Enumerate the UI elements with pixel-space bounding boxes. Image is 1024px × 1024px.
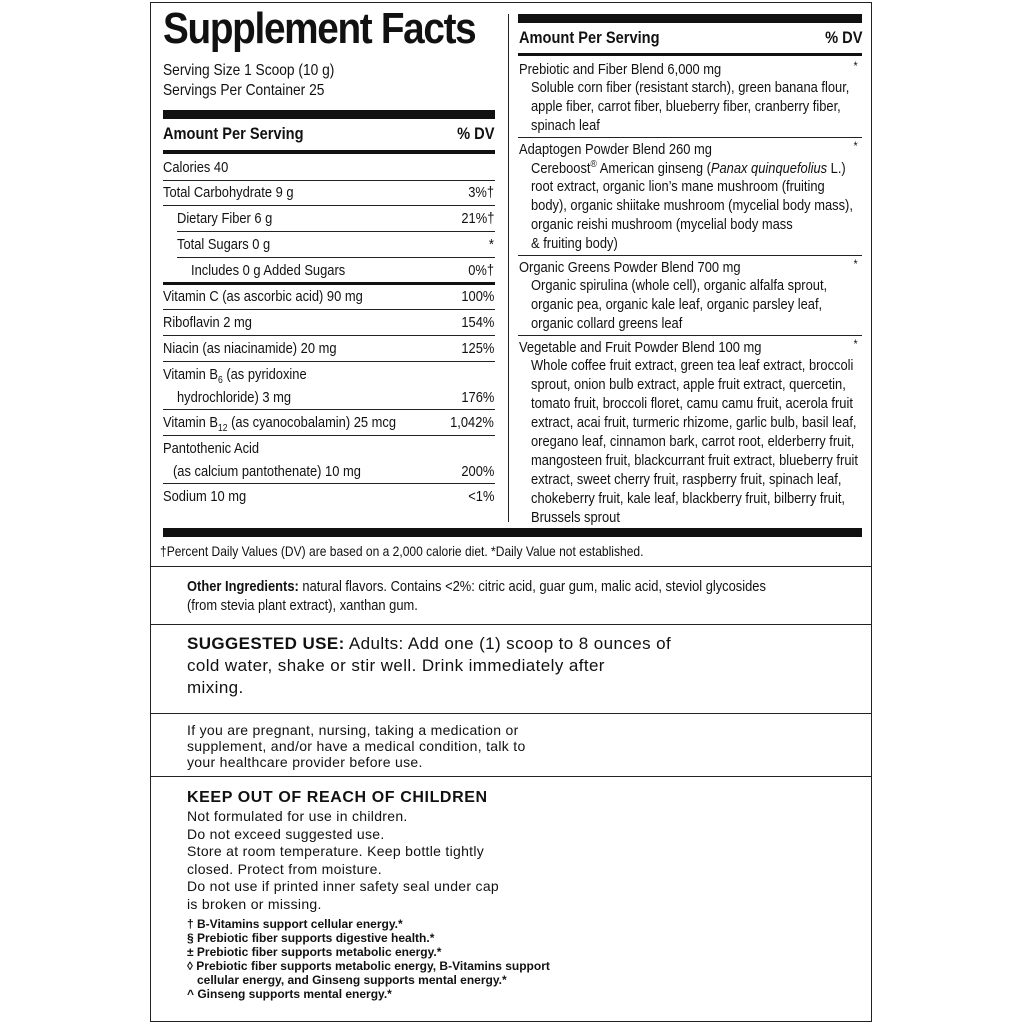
section-divider — [150, 624, 872, 625]
daily-value-footnote: †Percent Daily Values (DV) are based on a 2,000 calorie diet. *Daily Value not established. — [160, 543, 644, 559]
row-divider — [177, 257, 495, 258]
nutrient-label: Vitamin $B_6$ (as pyridoxine — [163, 366, 307, 386]
nutrient-label-line2: (as calcium pantothenate) 10 mg — [173, 463, 361, 480]
nutrient-dv: 0%† — [468, 262, 494, 279]
row-divider — [163, 435, 495, 436]
blend-line: organic reishi mushroom (mycelial body mass — [531, 216, 793, 233]
nutrient-label: Vitamin C (as ascorbic acid) 90 mg — [163, 288, 363, 305]
nutrient-label: Sodium 10 mg — [163, 488, 247, 505]
blend-name: Vegetable and Fruit Powder Blend 100 mg — [519, 339, 762, 356]
blend-line: Soluble corn fiber (resistant starch), green banana flour, — [531, 79, 850, 96]
blend-line: mangosteen fruit, blackcurrant fruit extract, blueberry fruit — [531, 452, 858, 469]
pregnancy-warning: If you are pregnant, nursing, taking a medication or supplement, and/or have a medical condition, talk to your healthcare provider before use. — [187, 722, 526, 770]
nutrient-label: Includes 0 g Added Sugars — [191, 262, 346, 279]
medium-rule — [163, 150, 495, 154]
section-divider — [150, 776, 872, 777]
blend-name: Adaptogen Powder Blend 260 mg — [519, 141, 712, 158]
blend-line: Brussels sprout — [531, 509, 620, 526]
blend-line: organic collard greens leaf — [531, 315, 683, 332]
dv-header: % DV — [456, 124, 494, 143]
other-ingredients — [187, 578, 766, 595]
nutrient-label-line2: hydrochloride) 3 mg — [177, 389, 292, 406]
blend-line: root extract, organic lion’s mane mushroom (fruiting — [531, 178, 825, 195]
blend-divider — [518, 255, 862, 256]
nutrient-dv: 1,042% — [450, 414, 494, 431]
blend-line: chokeberry fruit, kale leaf, blackberry fruit, bilberry fruit, — [531, 490, 846, 507]
row-divider — [163, 309, 495, 310]
amount-per-serving-header-right: Amount Per Serving — [519, 28, 660, 47]
nutrient-label: Niacin (as niacinamide) 20 mg — [163, 340, 337, 357]
other-ingredients-label: Other Ingredients: — [187, 578, 299, 595]
nutrient-label: Calories 40 — [163, 159, 229, 176]
blend-line: extract, sweet cherry fruit, raspberry fruit, spinach leaf, — [531, 471, 842, 488]
blend-line: organic pea, organic kale leaf, organic parsley leaf, — [531, 296, 823, 313]
nutrient-label: Riboflavin 2 mg — [163, 314, 252, 331]
column-separator — [508, 14, 509, 522]
servings-per-container: Servings Per Container 25 — [163, 82, 325, 99]
benefit-claims: † B-Vitamins support cellular energy.* § Prebiotic fiber supports digestive health.* ± Prebiotic fiber supports metabolic energy.* ◊ Prebiotic fiber supports metabolic energy, B-Vitamins support cellular energy, and Ginseng supports mental energy.* ^ Ginseng supports mental energy.* — [187, 917, 550, 1001]
row-divider — [163, 483, 495, 484]
row-divider — [163, 361, 495, 362]
blend-line: Cereboost® American ginseng (Panax quinquefolius L.) — [531, 159, 846, 177]
keep-out-title: KEEP OUT OF REACH OF CHILDREN — [187, 789, 488, 806]
blend-line: & fruiting body) — [531, 235, 618, 252]
nutrient-label: Vitamin $B_{12}$ (as cyanocobalamin) 25 mcg — [163, 414, 397, 434]
nutrient-dv: 100% — [460, 288, 494, 305]
nutrient-dv: 200% — [460, 463, 494, 480]
blend-divider — [518, 137, 862, 138]
nutrient-label: Total Carbohydrate 9 g — [163, 184, 294, 201]
other-ingredients-line2: (from stevia plant extract), xanthan gum. — [187, 597, 418, 614]
row-divider — [163, 335, 495, 336]
row-divider — [177, 231, 495, 232]
nutrient-label: Dietary Fiber 6 g — [177, 210, 273, 227]
section-divider — [150, 713, 872, 714]
blend-line: extract, acai fruit, turmeric rhizome, garlic bulb, basil leaf, — [531, 414, 857, 431]
amount-per-serving-header: Amount Per Serving — [163, 124, 304, 143]
serving-size: Serving Size 1 Scoop (10 g) — [163, 62, 335, 79]
blend-name: Organic Greens Powder Blend 700 mg — [519, 259, 741, 276]
blend-mark: * — [853, 337, 858, 351]
suggested-use: SUGGESTED USE: Adults: Add one (1) scoop to 8 ounces of cold water, shake or stir well. Drink immediately after mixing. — [187, 634, 672, 697]
blend-mark: * — [853, 257, 858, 271]
thick-rule — [163, 110, 495, 119]
blend-line: Organic spirulina (whole cell), organic alfalfa sprout, — [531, 277, 828, 294]
dv-header-right: % DV — [824, 28, 862, 47]
blend-mark: * — [853, 139, 858, 153]
nutrient-dv: <1% — [467, 488, 494, 505]
medium-rule — [163, 282, 495, 285]
section-divider — [150, 566, 872, 567]
blend-line: spinach leaf — [531, 117, 600, 134]
row-divider — [163, 205, 495, 206]
nutrient-dv: 21%† — [460, 210, 494, 227]
blend-name: Prebiotic and Fiber Blend 6,000 mg — [519, 61, 722, 78]
blend-line: sprout, onion bulb extract, apple fruit extract, quercetin, — [531, 376, 846, 393]
blend-line: apple fiber, carrot fiber, blueberry fiber, cranberry fiber, — [531, 98, 841, 115]
blend-line: oregano leaf, cinnamon bark, carrot root, elderberry fruit, — [531, 433, 855, 450]
blend-divider — [518, 335, 862, 336]
suggested-use-label: SUGGESTED USE: — [187, 634, 345, 653]
nutrient-dv: * — [488, 236, 494, 253]
keep-out-text: Not formulated for use in children. Do not exceed suggested use. Store at room temperature. Keep bottle tightly closed. Protect from moisture. Do not use if printed inner safety seal under cap is broken or missing. — [187, 808, 499, 912]
row-divider — [163, 180, 495, 181]
nutrient-label: Pantothenic Acid — [163, 440, 260, 457]
blend-mark: * — [853, 59, 858, 73]
nutrient-dv: 3%† — [468, 184, 494, 201]
blend-line: tomato fruit, broccoli floret, camu camu fruit, acerola fruit — [531, 395, 853, 412]
nutrient-dv: 125% — [460, 340, 494, 357]
nutrient-dv: 176% — [460, 389, 494, 406]
thick-rule — [518, 14, 862, 23]
nutrient-dv: 154% — [460, 314, 494, 331]
thick-rule-bottom — [163, 528, 862, 537]
other-ingredients-text: natural flavors. Contains <2%: citric acid, guar gum, malic acid, steviol glycosides — [298, 578, 766, 595]
blend-line: Whole coffee fruit extract, green tea leaf extract, broccoli — [531, 357, 854, 374]
row-divider — [163, 409, 495, 410]
nutrient-label: Total Sugars 0 g — [177, 236, 271, 253]
blend-line: body), organic shiitake mushroom (mycelial body mass), — [531, 197, 853, 214]
supplement-facts-title: Supplement Facts — [163, 4, 476, 53]
medium-rule — [518, 53, 862, 56]
